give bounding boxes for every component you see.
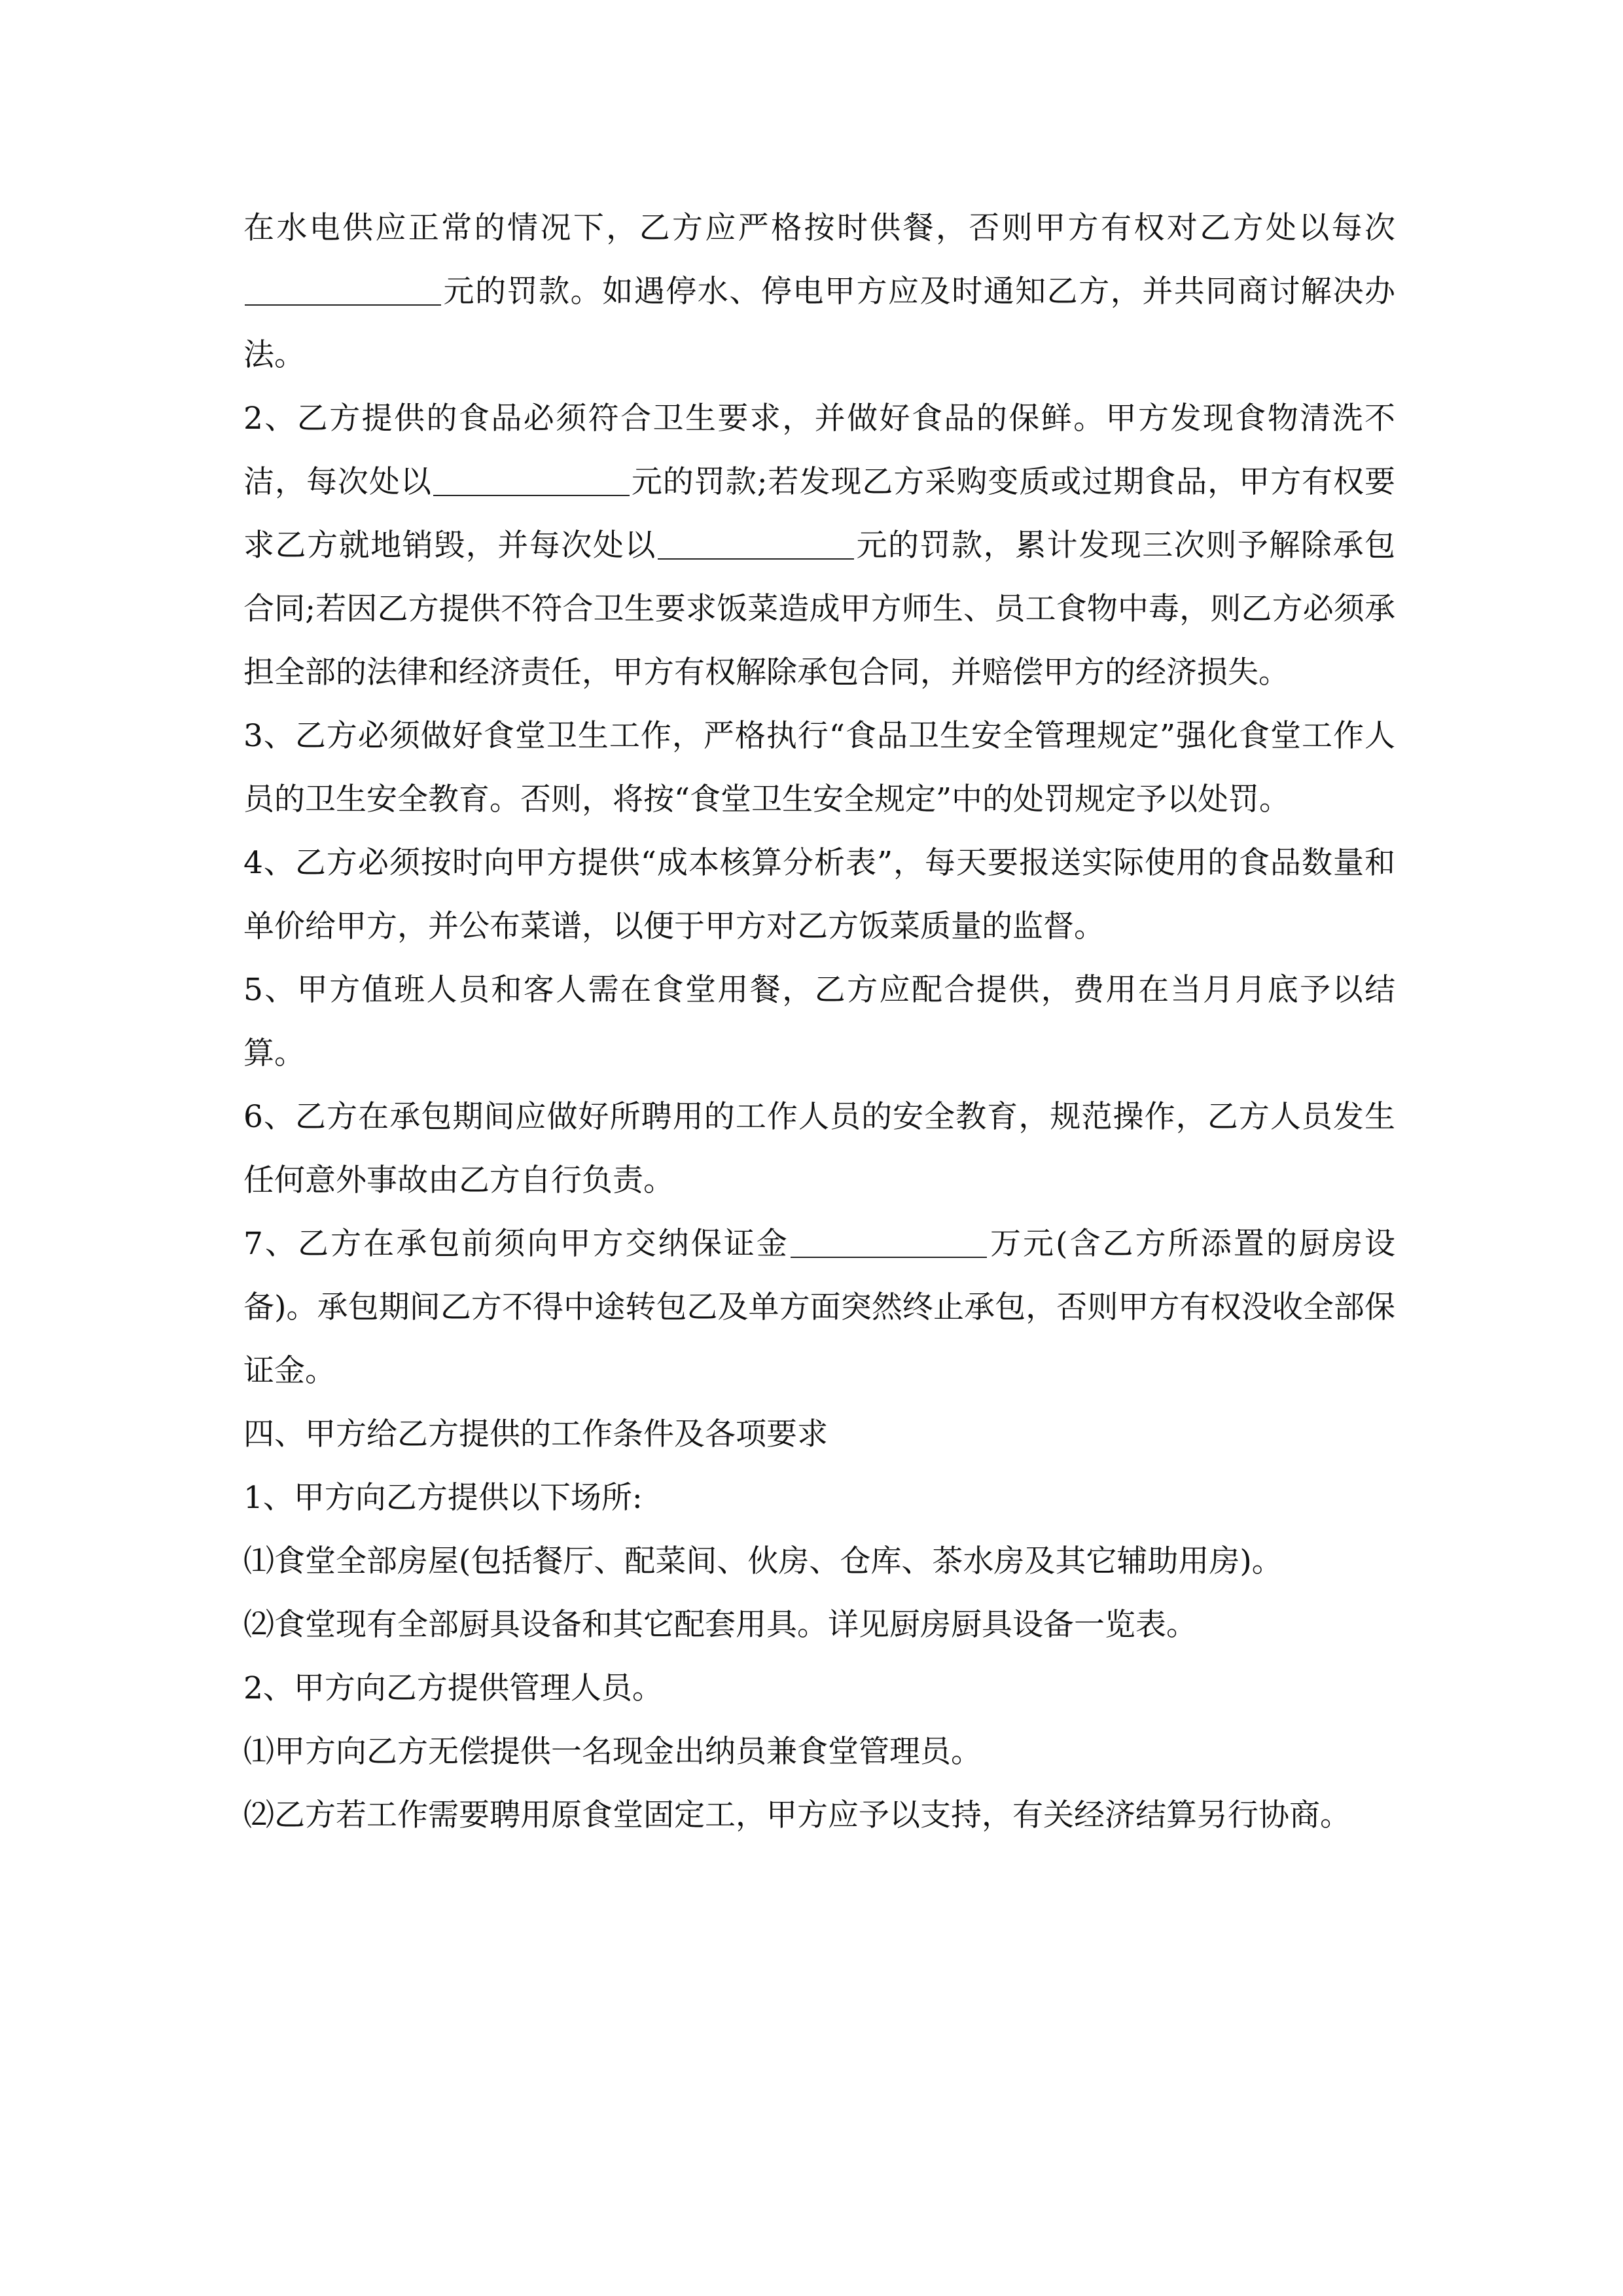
blank-fill-line	[433, 464, 630, 496]
paragraph-text: 元的罚款;若发现乙方采购变质或过期食品，甲方有权要求乙方就地销毁，并每次处以	[243, 464, 1395, 564]
paragraph-text: 在水电供应正常的情况下，乙方应严格按时供餐，否则甲方有权对乙方处以每次	[243, 210, 1395, 246]
paragraph-text: 元的罚款，累计发现三次则予解除承包合同;若因乙方提供不符合卫生要求饭菜造成甲方师生、员工食物中毒，则乙方必须承担全部的法律和经济责任，甲方有权解除承包合同，并赔偿甲方的经济损失。	[243, 528, 1396, 691]
paragraph-text: 6、乙方在承包期间应做好所聘用的工作人员的安全教育，规范操作，乙方人员发生任何意外事故由乙方自行负责。	[243, 1099, 1395, 1198]
paragraph-text: 4、乙方必须按时向甲方提供“成本核算分析表”，每天要报送实际使用的食品数量和单价给甲方，并公布菜谱，以便于甲方对乙方饭菜质量的监督。	[243, 845, 1395, 944]
paragraph-p-water	[243, 196, 1395, 387]
paragraph-s2	[243, 1657, 1395, 1720]
paragraph-p4	[243, 831, 1395, 958]
paragraph-text: ⑴食堂全部房屋(包括餐厅、配菜间、伙房、仓库、茶水房及其它辅助用房)。	[243, 1543, 1283, 1579]
paragraph-s1-2	[243, 1593, 1395, 1657]
paragraph-text: ⑵食堂现有全部厨具设备和其它配套用具。详见厨房厨具设备一览表。	[243, 1607, 1197, 1643]
paragraph-p7	[243, 1212, 1395, 1403]
paragraph-text: 四、甲方给乙方提供的工作条件及各项要求	[243, 1416, 828, 1452]
paragraph-p5	[243, 958, 1395, 1085]
paragraph-text: 元的罚款。如遇停水、停电甲方应及时通知乙方，并共同商讨解决办法。	[243, 274, 1395, 373]
blank-fill-line	[245, 274, 441, 306]
paragraph-text: 2、乙方提供的食品必须符合卫生要求，并做好食品的保鲜。甲方发现食物清洗不洁，每次处以	[243, 401, 1395, 500]
paragraph-text: 5、甲方值班人员和客人需在食堂用餐，乙方应配合提供，费用在当月月底予以结算。	[243, 972, 1395, 1071]
paragraph-s2-1	[243, 1720, 1395, 1784]
paragraph-p2	[243, 387, 1395, 704]
paragraph-p6	[243, 1085, 1395, 1212]
paragraph-text: 1、甲方向乙方提供以下场所:	[243, 1480, 643, 1516]
paragraph-p3	[243, 704, 1395, 831]
paragraph-s2-2	[243, 1784, 1395, 1847]
document-body	[243, 196, 1395, 1847]
paragraph-text: 2、甲方向乙方提供管理人员。	[243, 1670, 663, 1706]
paragraph-text: ⑵乙方若工作需要聘用原食堂固定工，甲方应予以支持，有关经济结算另行协商。	[243, 1797, 1351, 1833]
paragraph-s1	[243, 1466, 1395, 1530]
paragraph-text: 3、乙方必须做好食堂卫生工作，严格执行“食品卫生安全管理规定”强化食堂工作人员的卫生安全教育。否则，将按“食堂卫生安全规定”中的处罚规定予以处罚。	[243, 718, 1395, 817]
paragraph-text: ⑴甲方向乙方无偿提供一名现金出纳员兼食堂管理员。	[243, 1734, 982, 1770]
paragraph-text: 万元(含乙方所添置的厨房设备)。承包期间乙方不得中途转包乙及单方面突然终止承包，否则甲方有权没收全部保证金。	[243, 1226, 1396, 1389]
blank-fill-line	[658, 528, 854, 560]
paragraph-text: 7、乙方在承包前须向甲方交纳保证金	[243, 1226, 789, 1262]
paragraph-h4	[243, 1403, 1395, 1466]
blank-fill-line	[791, 1226, 987, 1258]
paragraph-s1-1	[243, 1530, 1395, 1593]
